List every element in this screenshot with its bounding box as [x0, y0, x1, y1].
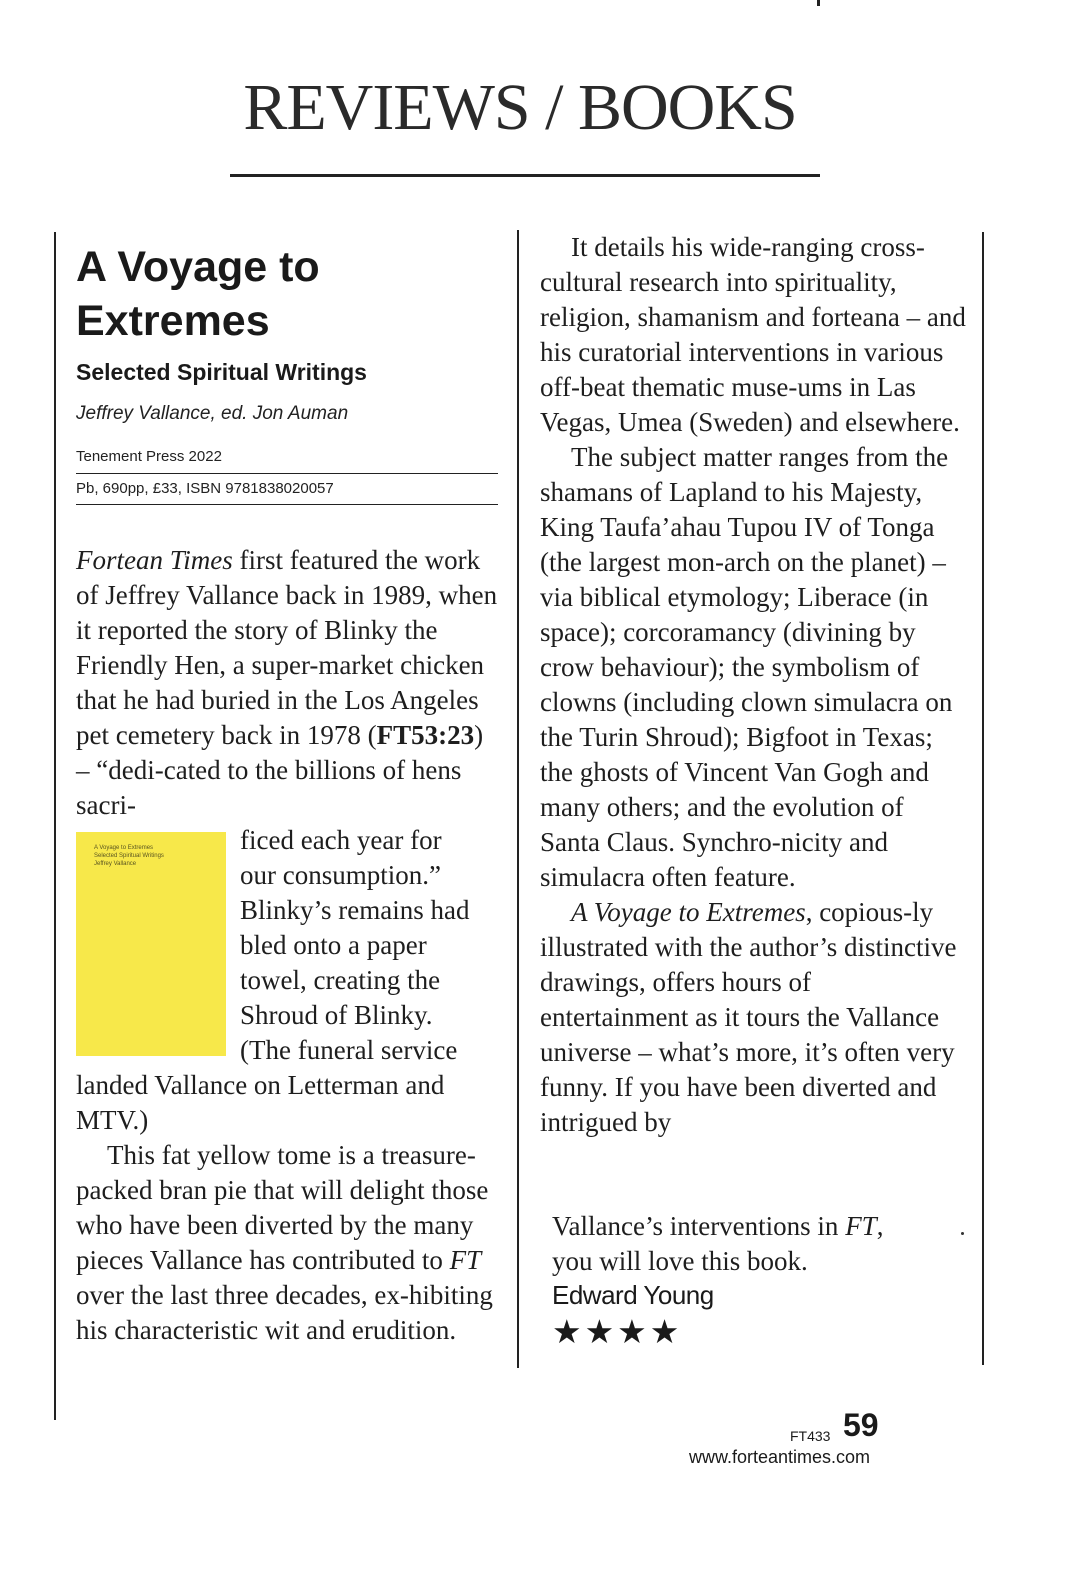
reviewer-name: Edward Young	[552, 1280, 714, 1310]
left-column-text-bottom	[76, 1068, 500, 1348]
title-rule	[230, 174, 820, 177]
paragraph-4: The subject matter ranges from the shamans of Lapland to his Majesty, King Taufa’ahau Tupou IV of Tonga (the largest mon-arch on the planet) – via biblical etymology; Liberace (in space); corcoramancy (divining by crow behaviour); the symbolism of clowns (including clown simulacra on the Turin Shroud); Bigfoot in Texas; the ghosts of Vincent Van Gogh and many others; and the evolution of Santa Claus. Synchro-nicity and simulacra often feature.	[540, 442, 953, 892]
details-top-rule	[76, 473, 498, 474]
center-column-rule	[517, 230, 519, 1368]
paragraph-1-tail: landed Vallance on Letterman and MTV.)	[76, 1070, 445, 1135]
details-bottom-rule	[76, 504, 498, 505]
page-corner-mark	[817, 0, 820, 6]
website-url: www.forteantimes.com	[689, 1447, 871, 1467]
review-headline	[76, 240, 496, 348]
issue-reference: FT53:23	[376, 720, 475, 750]
right-column-text	[540, 230, 966, 1140]
publisher-info: Tenement Press 2022	[76, 448, 222, 465]
left-column-rule	[54, 232, 56, 1420]
star-rating: ★★★★	[552, 1312, 683, 1351]
right-column-rule	[982, 232, 984, 1365]
stray-dot	[961, 1232, 964, 1235]
page-number: 59	[843, 1407, 879, 1443]
headline-line-1: A Voyage to	[76, 243, 320, 291]
paragraph-5: A Voyage to Extremes, copious-ly illustrated with the author’s distinctive drawings, offers hours of entertainment as it tours the Vallance universe – what’s more, it’s often very funny. If you have been diverted and intrigued by	[540, 897, 957, 1137]
text-beside-cover: ficed each year for our consumption.” Blinky’s remains had bled onto a paper towel, creating the Shroud of Blinky. (The funeral service	[240, 825, 470, 1065]
right-column-closing: Vallance’s interventions in FT, you will love this book.	[552, 1211, 884, 1276]
paragraph-2: This fat yellow tome is a treasure-packed bran pie that will delight those who have been diverted by the many pieces Vallance has contributed to FT over the last three decades, ex-hibiting his characteristic wit and erudition.	[76, 1140, 493, 1345]
paragraph-3: It details his wide-ranging cross-cultural research into spirituality, religion, shamanism and forteana – and his curatorial interventions in various off-beat thematic muse-ums in Las Vegas, Umea (Sweden) and elsewhere.	[540, 232, 966, 437]
issue-number: FT433	[790, 1428, 831, 1444]
review-subtitle: Selected Spiritual Writings	[76, 359, 367, 385]
paragraph-1: Fortean Times first featured the work of Jeffrey Vallance back in 1989, when it reported the story of Blinky the Friendly Hen, a super-market chicken that he had buried in the Los Angeles pet cemetery back in 1978 (FT53:23) – “dedi-cated to the billions of hens sacri-	[76, 545, 498, 820]
book-details: Pb, 690pp, £33, ISBN 9781838020057	[76, 480, 334, 497]
author-credit: Jeffrey Vallance, ed. Jon Auman	[76, 403, 349, 424]
left-column-text-top	[76, 543, 500, 823]
book-cover-text: A Voyage to Extremes Selected Spiritual Writings Jeffrey Vallance	[94, 845, 164, 867]
section-title: REVIEWS / BOOKS	[243, 71, 797, 144]
book-cover-image	[76, 832, 226, 1056]
headline-line-2: Extremes	[76, 297, 270, 345]
